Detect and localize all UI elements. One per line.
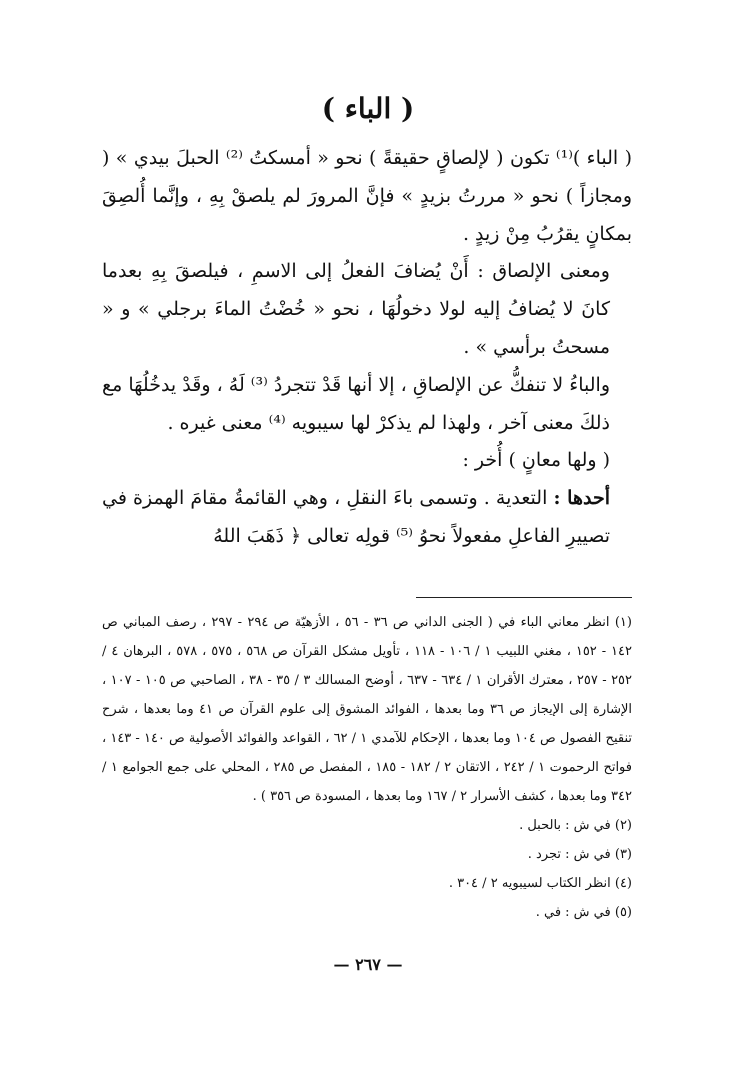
footnote-2: (٢) في ش : بالحبل .	[519, 818, 632, 833]
page-number: — ٢٦٧ —	[333, 955, 403, 974]
section-heading: ( الباء )	[321, 92, 415, 125]
first-meaning-text: التعدية . وتسمى باءَ النقلِ ، وهي القائمةُ مقامَ الهمزة في تصييرِ الفاعلِ مفعولاً نحوُ ⁽⁵⁾ قولِه تعالى ﴿ ذَهَبَ اللهُ	[102, 487, 610, 547]
first-meaning-label: أحدها :	[553, 487, 610, 510]
footnote-4: (٤) انظر الكتاب لسيبويه ٢ / ٣٠٤ .	[448, 876, 632, 891]
footnote-5: (٥) في ش : في .	[535, 905, 632, 920]
main-text	[102, 140, 632, 556]
paragraph-5	[102, 480, 632, 556]
footnotes	[102, 608, 632, 927]
footnote-divider	[416, 597, 632, 598]
paragraph-2: ومعنى الإلصاق : أَنْ يُضافَ الفعلُ إلى الاسمِ ، فيلصقَ بِهِ بعدما كانَ لا يُضافُ إليه لولا دخولُهَا ، نحو « خُضْتُ الماءَ برجلي » و « مسحتُ برأسي » .	[102, 260, 610, 358]
paragraph-3: والباءُ لا تنفكُّ عن الإلصاقِ ، إلا أنها قَدْ تتجردُ ⁽³⁾ لَهُ ، وقَدْ يدخُلُهَا مع ذلكَ معنى آخر ، ولهذا لم يذكرْ لها سيبويه ⁽⁴⁾ معنى غيره .	[102, 373, 610, 434]
footnote-3: (٣) في ش : تجرد .	[527, 847, 632, 862]
footnote-1: (١) انظر معاني الباء في ( الجنى الداني ص ٣٦ - ٥٦ ، الأزهيّة ص ٢٩٤ - ٢٩٧ ، رصف المباني ص ١٤٢ - ١٥٢ ، مغني اللبيب ١ / ١٠٦ - ١١٨ ، تأويل مشكل القرآن ص ٥٦٨ ، ٥٧٥ ، ٥٧٨ ، البرهان ٤ / ٢٥٢ - ٢٥٧ ، معترك الأقران ١ / ٦٣٤ - ٦٣٧ ، أوضح المسالك ٣ / ٣٥ - ٣٨ ، الصاحبي ص ١٠٥ - ١٠٧ ، الإشارة إلى الإيجاز ص ٣٦ وما بعدها ، الفوائد المشوق إلى علوم القرآن ص ٤١ وما بعدها ، شرح تنقيح الفصول ص ١٠٤ وما بعدها ، الإحكام للآمدي ١ / ٦٢ ، القواعد والفوائد الأصولية ص ١٤٠ - ١٤٣ ، فواتح الرحموت ١ / ٢٤٢ ، الاتقان ٢ / ١٨٢ - ١٨٥ ، المفصل ص ٢٨٥ ، المحلي على جمع الجوامع ١ / ٣٤٢ وما بعدها ، كشف الأسرار ٢ / ١٦٧ وما بعدها ، المسودة ص ٣٥٦ ) .	[102, 615, 633, 804]
paragraph-4: ( ولها معانٍ ) أُخر :	[462, 449, 610, 472]
paragraph-1: ( الباء )⁽¹⁾ تكون ( لإلصاقٍ حقيقةً ) نحو « أمسكتُ ⁽²⁾ الحبلَ بيدي » ( ومجازاً ) نحو « مررتُ بزيدٍ » فإنَّ المرورَ لم يلصقْ بِهِ ، وإنَّما أُلصِقَ بمكانٍ يقرُبُ مِنْ زيدٍ .	[102, 147, 632, 245]
